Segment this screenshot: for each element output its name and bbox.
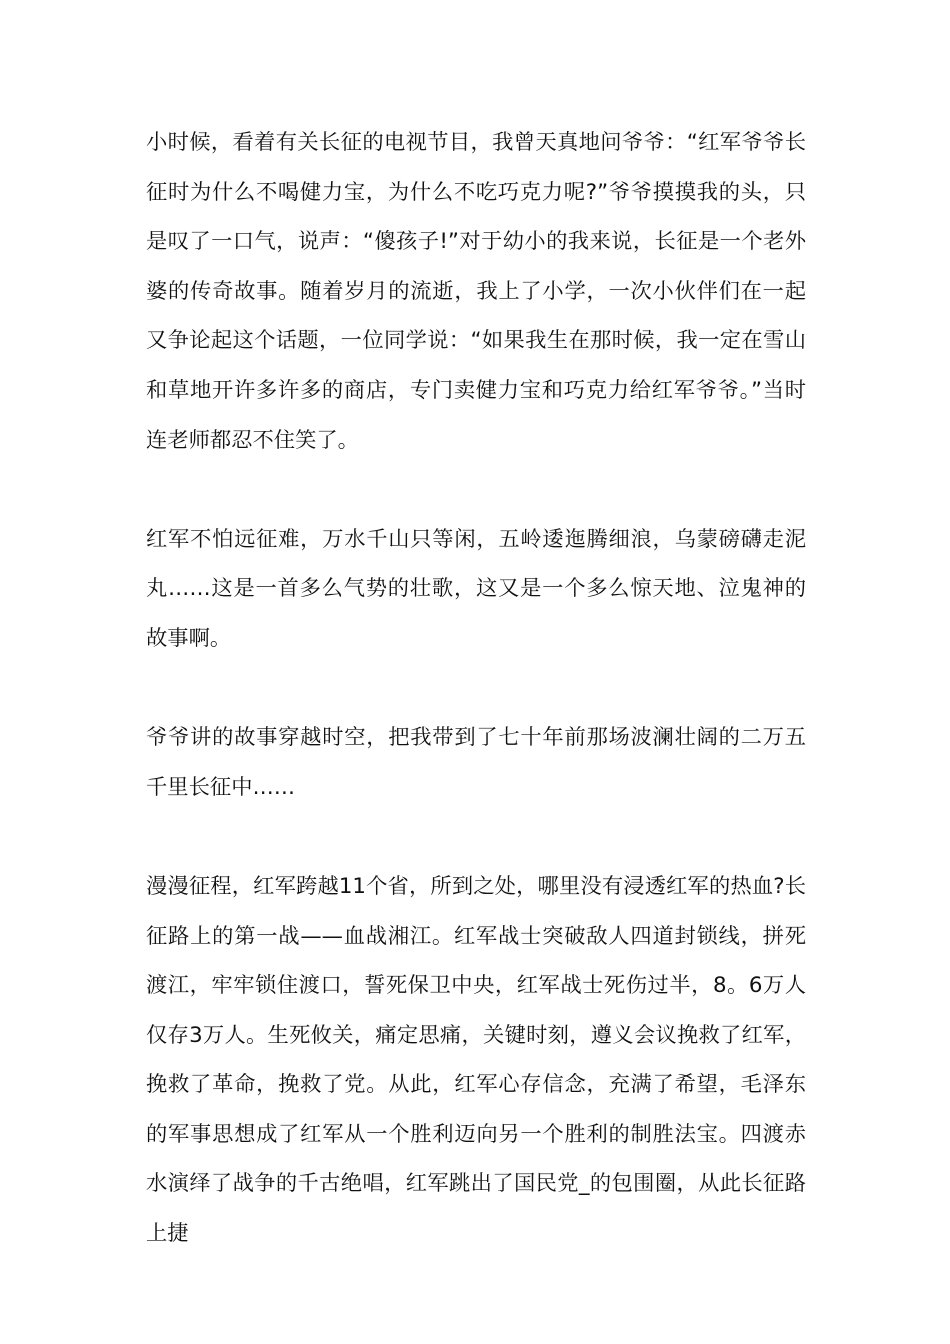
paragraph-grandpa-story: 爷爷讲的故事穿越时空，把我带到了七十年前那场波澜壮阔的二万五千里长征中…… [146,725,806,800]
paragraph-long-march-poem: 红军不怕远征难，万水千山只等闲，五岭逶迤腾细浪，乌蒙磅礴走泥丸……这是一首多么气势的壮歌，这又是一个多么惊天地、泣鬼神的故事啊。 [146,526,806,651]
document-body [146,118,806,1308]
paragraph-childhood-story: 小时候，看着有关长征的电视节目，我曾天真地问爷爷：“红军爷爷长征时为什么不喝健力宝，为什么不吃巧克力呢?”爷爷摸摸我的头，只是叹了一口气，说声：“傻孩子!”对于幼小的我来说，长征是一个老外婆的传奇故事。随着岁月的流逝，我上了小学，一次小伙伴们在一起又争论起这个话题，一位同学说：“如果我生在那时候，我一定在雪山和草地开许多许多的商店，专门卖健力宝和巧克力给红军爷爷。”当时连老师都忍不住笑了。 [146,130,806,453]
paragraph-march-journey: 漫漫征程，红军跨越11个省，所到之处，哪里没有浸透红军的热血?长征路上的第一战——血战湘江。红军战士突破敌人四道封锁线，拼死渡江，牢牢锁住渡口，誓死保卫中央，红军战士死伤过半，8。6万人仅存3万人。生死攸关，痛定思痛，关键时刻，遵义会议挽救了红军，挽救了革命，挽救了党。从此，红军心存信念，充满了希望，毛泽东的军事思想成了红军从一个胜利迈向另一个胜利的制胜法宝。四渡赤水演绎了战争的千古绝唱，红军跳出了国民党_的包围圈，从此长征路上捷 [146,873,806,1247]
